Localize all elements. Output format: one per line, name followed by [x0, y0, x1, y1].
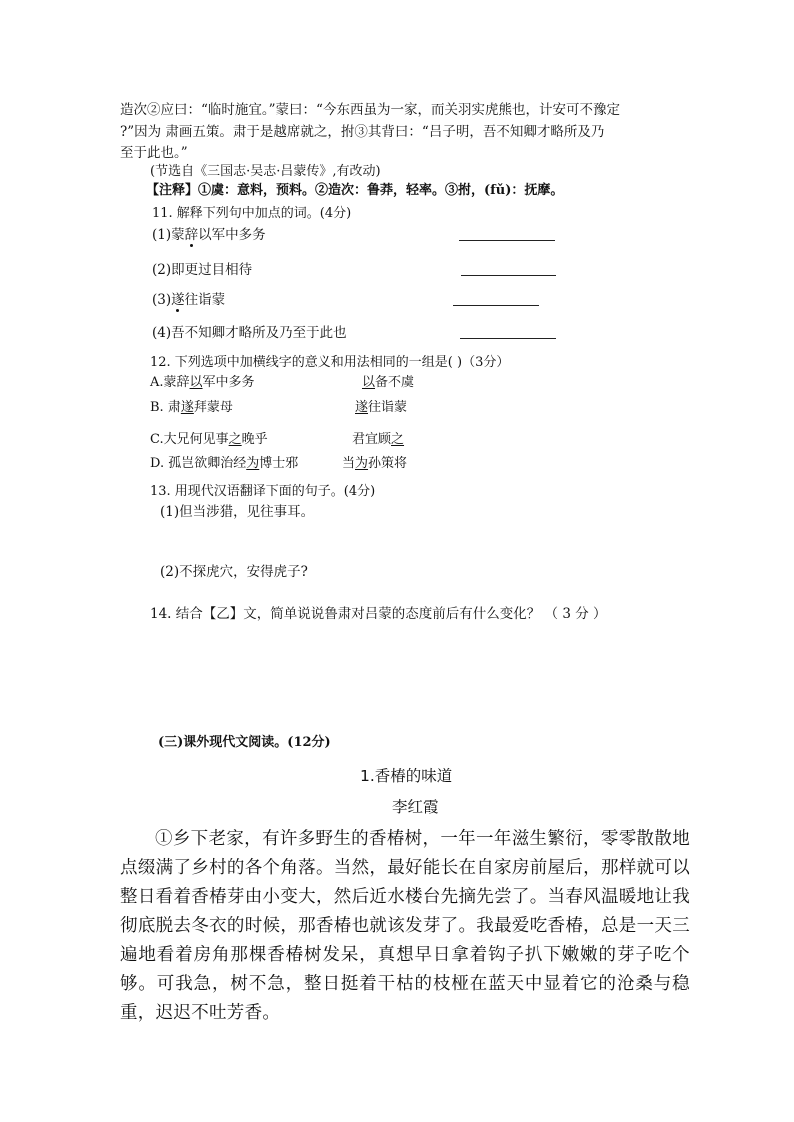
classical-line-3: 至于此也。” — [120, 145, 188, 161]
q14-stem: 14. 结合【乙】文，简单说说鲁肃对吕蒙的态度前后有什么变化？ （ 3 分 ） — [150, 606, 607, 622]
q12-option-b: B. 肃遂拜蒙母 — [150, 400, 233, 415]
q11-answer-blank-2[interactable] — [461, 275, 556, 276]
q13-sentence-2: (2)不探虎穴，安得虎子? — [160, 564, 308, 580]
article-paragraph-1: ①乡下老家，有许多野生的香椿树，一年一年滋生繁衍，零零散散地点缀满了乡村的各个角落。当然，最好能长在自家房前屋后，那样就可以整日看着香椿芽由小变大，然后近水楼台先摘先尝了。当春风温暖地让我彻底脱去冬衣的时候，那香椿也就该发芽了。我最爱吃香椿，总是一天三遍地看着房角那棵香椿树发呆，真想早日拿着钩子扒下嫩嫩的芽子吃个够。可我急，树不急，整日挺着干枯的枝桠在蓝天中显着它的沧桑与稳重，迟迟不吐芳香。 — [120, 829, 690, 1023]
section-3-heading: (三)课外现代文阅读。(12分) — [158, 735, 331, 750]
annotation-notes: 【注释】①虞：意料，预料。②造次：鲁莽，轻率。③拊，(fǔ)：抚摩。 — [146, 183, 564, 198]
classical-line-1: 造次②应曰：“临时施宜。”蒙曰：“今东西虽为一家，而关羽实虎熊也，计安可不豫定 — [120, 102, 620, 118]
q12-stem: 12. 下列选项中加横线字的意义和用法相同的一组是( )（3分） — [150, 355, 510, 370]
article-title: 1.香椿的味道 — [360, 767, 453, 785]
q12-option-b-right: 遂往诣蒙 — [355, 400, 408, 415]
q11-item-3: (3)遂往诣蒙 — [152, 292, 226, 308]
classical-line-2: ?”因为 肃画五策。肃于是越席就之，拊③其背曰：“吕子明，吾不知卿才略所及乃 — [120, 124, 605, 140]
source-note: (节选自《三国志·吴志·吕蒙传》,有改动) — [150, 164, 381, 179]
q13-sentence-1: (1)但当涉猎，见往事耳。 — [160, 504, 315, 520]
q11-answer-blank-1[interactable] — [459, 240, 555, 241]
q12-option-c: C.大兄何见事之晚乎 — [150, 432, 268, 447]
q11-item-2: (2)即更过目相待 — [152, 262, 253, 278]
q13-stem: 13. 用现代汉语翻译下面的句子。(4分) — [150, 484, 376, 499]
q11-item-4: (4)吾不知卿才略所及乃至于此也 — [152, 325, 347, 341]
q12-option-a-right: 以备不虞 — [362, 375, 415, 390]
q12-option-d-right: 当为孙策将 — [342, 456, 408, 471]
q12-option-c-right: 君宜顾之 — [352, 432, 405, 447]
q12-option-a: A.蒙辞以军中多务 — [150, 375, 255, 390]
q11-answer-blank-4[interactable] — [460, 338, 556, 339]
q11-answer-blank-3[interactable] — [453, 305, 539, 306]
q11-stem: 11. 解释下列句中加点的词。(4分) — [152, 206, 352, 221]
q11-item-1: (1)蒙辞以军中多务 — [152, 227, 266, 243]
article-author: 李红霞 — [392, 798, 439, 816]
q12-option-d: D. 孤岂欲卿治经为博士邪 — [150, 456, 299, 471]
